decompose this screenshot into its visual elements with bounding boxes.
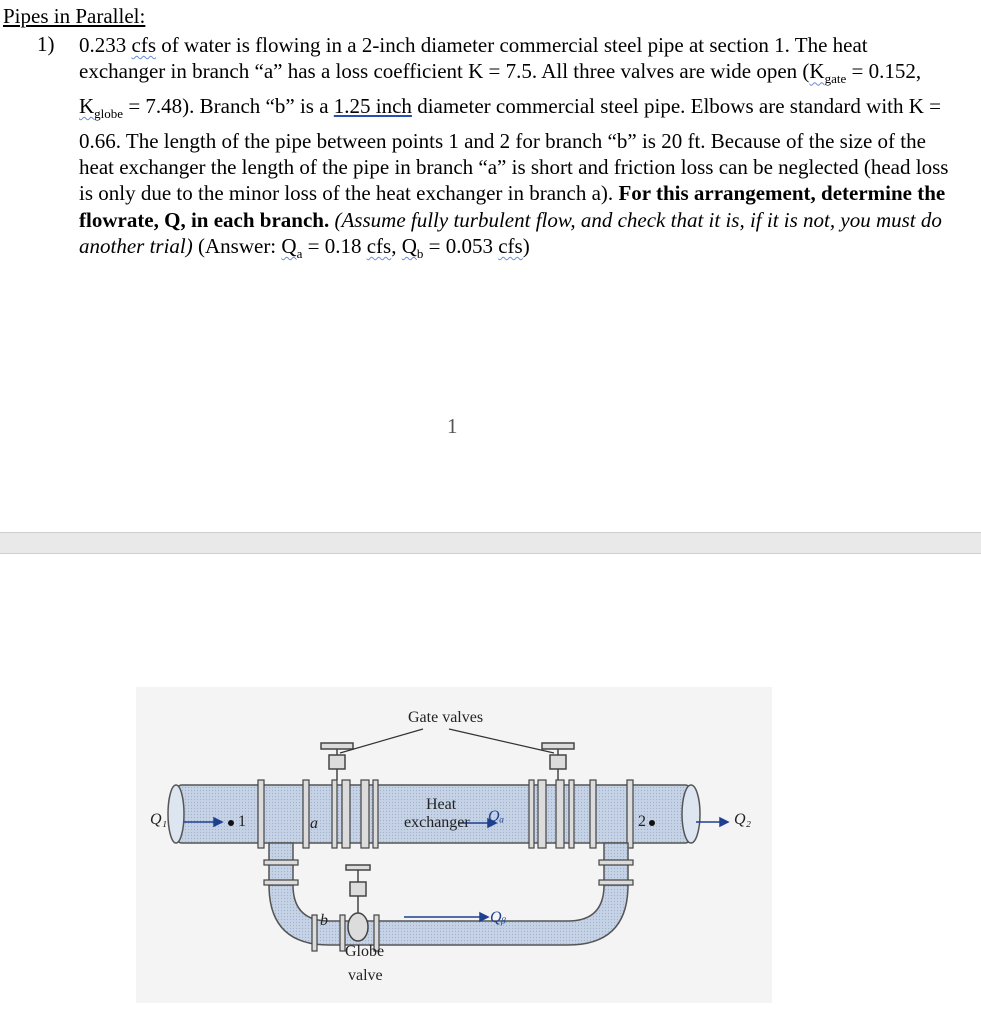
heat-label: Heat xyxy=(426,796,457,813)
point-2-dot xyxy=(649,820,655,826)
qb-label: Qᵦ xyxy=(490,909,507,926)
gate-pointer-left xyxy=(340,729,423,753)
gate-pointer-right xyxy=(449,729,554,753)
q1-label: Q₁ xyxy=(150,811,168,828)
point-2-label: 2 xyxy=(638,813,646,830)
valve-label: valve xyxy=(348,967,383,984)
parallel-pipes-figure xyxy=(136,687,772,1003)
point-1-dot xyxy=(228,820,234,826)
globe-label: Globe xyxy=(345,943,385,960)
pipe-inlet-end xyxy=(168,785,184,843)
exchanger-label: exchanger xyxy=(404,814,470,831)
page-number: 1 xyxy=(447,414,458,438)
problem-number: 1) xyxy=(37,32,55,56)
point-1-label: 1 xyxy=(238,813,246,830)
task-bold: For this arrangement, determine the flowrate, Q, in each branch. xyxy=(79,181,946,232)
page-heading: Pipes in Parallel: xyxy=(3,4,146,28)
gate-valves-label: Gate valves xyxy=(408,709,484,726)
globe-valve xyxy=(346,865,370,941)
q2-label: Q₂ xyxy=(734,811,752,828)
problem-statement: 0.233 cfs of water is flowing in a 2-inch diameter commercial steel pipe at section 1. The heat exchanger in branch “a” has a loss coefficient K = 7.5. All three valves are wide open ($K_{gate} = 0.152$, $K_{globe} = 7.48$). Branch “b” is a 1.25 inch diameter commercial steel pipe. Elbows are standard with K = 0.66. The length of the pipe between points 1 and 2 for branch “b” is 20 ft. Because of the size of the heat exchanger the length of the pipe in branch “a” is short and friction loss can be neglected (head loss is only due to the minor loss of the heat exchanger in branch a). For this arrangement, determine the flowrate, Q, in each branch. (Assume fully turbulent flow, and check that it is, if it is not, you must do another trial) (Answer: $Q_a = 0.18$ cfs, $Q_b = 0.053$ cfs) xyxy=(79,33,949,262)
assumption-italic: (Assume fully turbulent flow, and check that it is, if it is not, you must do another trial) xyxy=(79,207,942,259)
pipe-diagram xyxy=(136,687,772,1003)
branch-a-label: a xyxy=(310,815,318,832)
qa-label: Qₐ xyxy=(488,808,505,825)
page-separator xyxy=(0,532,981,554)
branch-b-label: b xyxy=(320,912,328,929)
pipe-outlet-end xyxy=(682,785,700,843)
